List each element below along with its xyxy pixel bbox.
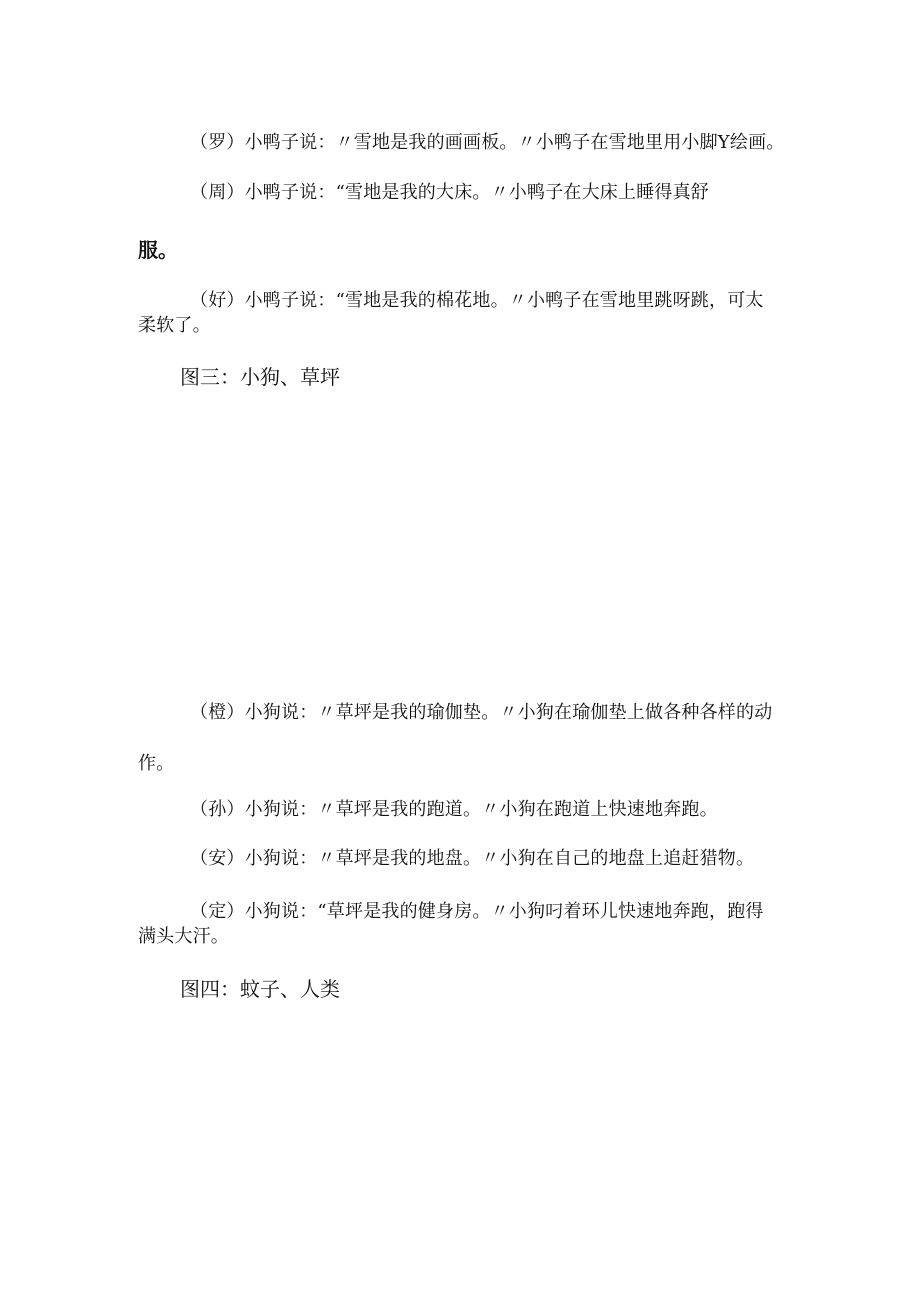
dog-paragraph-3: （安）小狗说：〃草坪是我的地盘。〃小狗在自己的地盘上追赶猎物。 [190, 848, 755, 869]
dog-paragraph-2: （孙）小狗说：〃草坪是我的跑道。〃小狗在跑道上快速地奔跑。 [190, 799, 718, 820]
duck-paragraph-2-line-1: （周）小鸭子说：“雪地是我的大床。〃小鸭子在大床上睡得真舒 [190, 182, 709, 203]
dog-paragraph-1-line-1: （橙）小狗说：〃草坪是我的瑜伽垫。〃小狗在瑜伽垫上做各种各样的动 [190, 702, 773, 723]
section-heading-3: 图三：小狗、草坪 [180, 365, 340, 389]
duck-paragraph-2-line-2: 服。 [138, 238, 178, 262]
dog-paragraph-1-line-2: 作。 [138, 753, 175, 774]
dog-paragraph-4-line-1: （定）小狗说：“草坪是我的健身房。〃小狗叼着环儿快速地奔跑，跑得 [190, 901, 764, 922]
duck-paragraph-3-line-2: 柔软了。 [138, 315, 211, 336]
section-heading-4: 图四：蚊子、人类 [180, 977, 340, 1001]
duck-paragraph-1: （罗）小鸭子说：〃雪地是我的画画板。〃小鸭子在雪地里用小脚Y绘画。 [190, 132, 785, 153]
duck-paragraph-3-line-1: （好）小鸭子说：“雪地是我的棉花地。〃小鸭子在雪地里跳呀跳，可太 [190, 290, 764, 311]
dog-paragraph-4-line-2: 满头大汗。 [138, 926, 229, 947]
